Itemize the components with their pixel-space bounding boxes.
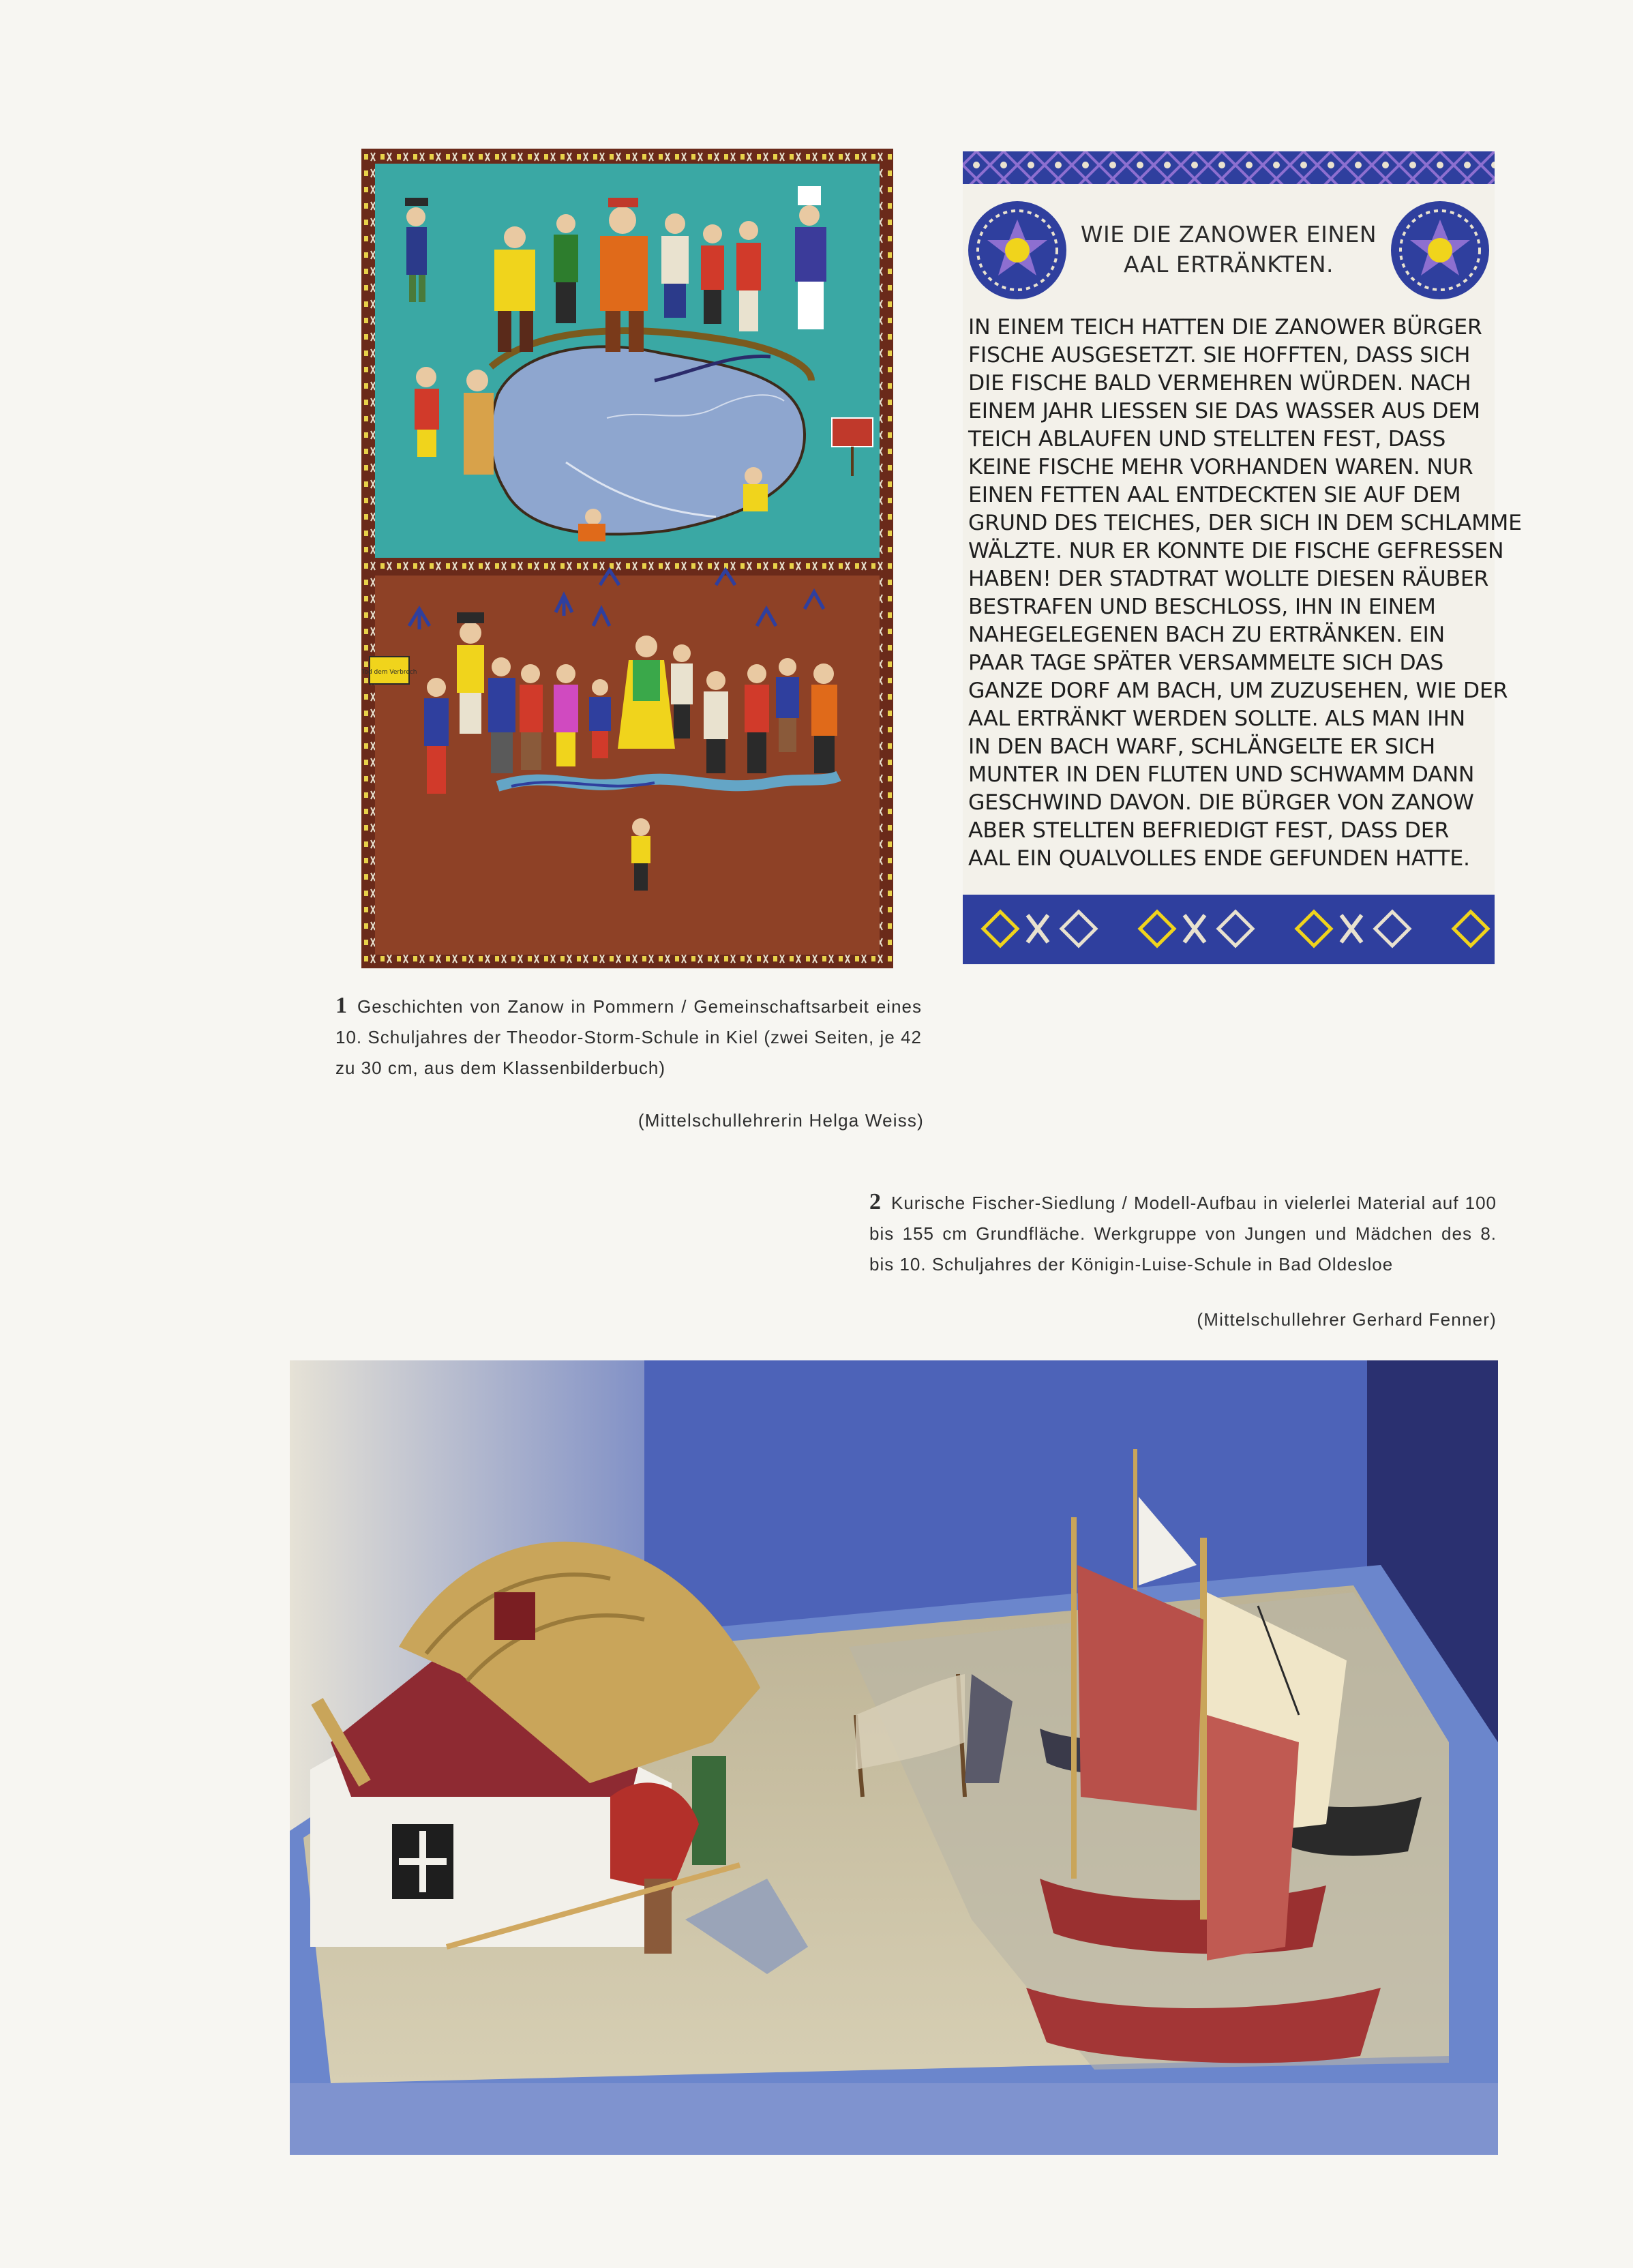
embroidery-picture xyxy=(361,149,893,968)
sign-text: Tod dem Verbrech xyxy=(361,669,417,676)
story-line: MUNTER IN DEN FLUTEN UND SCHWAMM DANN xyxy=(968,762,1475,787)
caption-number: 2 xyxy=(869,1189,882,1214)
caption-text: Geschichten von Zanow in Pommern / Gemeinschaftsarbeit eines 10. Schuljahres der Theodor-Storm-Schule in Kiel (zwei Seiten, je 42 zu 30 cm, aus dem Klassenbilderbuch) xyxy=(335,996,922,1078)
story-line: GRUND DES TEICHES, DER SICH IN DEM SCHLAMME xyxy=(968,511,1522,535)
embroidery-illustration xyxy=(361,149,893,968)
story-line: FISCHE AUSGESETZT. SIE HOFFTEN, DASS SICH xyxy=(968,343,1471,368)
caption-text: Kurische Fischer-Siedlung / Modell-Aufbau in vielerlei Material auf 100 bis 155 cm Grundfläche. Werkgruppe von Jungen und Mädchen des 8. bis 10. Schuljahres der Königin-Luise-Schule in Bad Oldesloe xyxy=(869,1193,1497,1274)
story-line: GESCHWIND DAVON. DIE BÜRGER VON ZANOW xyxy=(968,790,1474,815)
caption-number: 1 xyxy=(335,993,348,1018)
story-line: WÄLZTE. NUR ER KONNTE DIE FISCHE GEFRESSEN xyxy=(968,539,1504,563)
story-line: ABER STELLTEN BEFRIEDIGT FEST, DASS DER xyxy=(968,818,1450,843)
story-line: AAL ERTRÄNKT WERDEN SOLLTE. ALS MAN IHN xyxy=(968,706,1466,731)
model-photo-illustration xyxy=(290,1360,1498,2155)
story-line: DIE FISCHE BALD VERMEHREN WÜRDEN. NACH xyxy=(968,371,1471,396)
medallion-left xyxy=(968,201,1066,299)
medallion-right xyxy=(1391,201,1489,299)
fisher-village-model-photo xyxy=(290,1360,1498,2155)
caption-2-credit: (Mittelschullehrer Gerhard Fenner) xyxy=(1197,1309,1497,1330)
story-text xyxy=(968,314,1522,873)
story-text-panel xyxy=(963,151,1522,964)
caption-2 xyxy=(869,1187,1497,1280)
story-line: IN DEN BACH WARF, SCHLÄNGELTE ER SICH xyxy=(968,734,1436,759)
caption-1-credit: (Mittelschullehrerin Helga Weiss) xyxy=(638,1110,924,1131)
story-title-line: WIE DIE ZANOWER EINEN xyxy=(1080,221,1377,248)
story-line: EINEM JAHR LIESSEN SIE DAS WASSER AUS DEM xyxy=(968,399,1480,423)
story-line: BESTRAFEN UND BESCHLOSS, IHN IN EINEM xyxy=(968,595,1436,619)
story-line: TEICH ABLAUFEN UND STELLTEN FEST, DASS xyxy=(968,427,1446,451)
story-line: IN EINEM TEICH HATTEN DIE ZANOWER BÜRGER xyxy=(968,315,1482,340)
story-line: NAHEGELEGENEN BACH ZU ERTRÄNKEN. EIN xyxy=(968,623,1445,647)
story-line: AAL EIN QUALVOLLES ENDE GEFUNDEN HATTE. xyxy=(968,846,1470,871)
story-line: HABEN! DER STADTRAT WOLLTE DIESEN RÄUBER xyxy=(968,567,1489,591)
story-title-line: AAL ERTRÄNKTEN. xyxy=(1123,251,1334,278)
story-line: EINEN FETTEN AAL ENTDECKTEN SIE AUF DEM xyxy=(968,483,1461,507)
story-line: GANZE DORF AM BACH, UM ZUZUSEHEN, WIE DER xyxy=(968,678,1508,703)
caption-1 xyxy=(335,990,922,1084)
story-line: PAAR TAGE SPÄTER VERSAMMELTE SICH DAS xyxy=(968,651,1444,675)
story-line: KEINE FISCHE MEHR VORHANDEN WAREN. NUR xyxy=(968,455,1473,479)
story-title xyxy=(1065,220,1392,280)
